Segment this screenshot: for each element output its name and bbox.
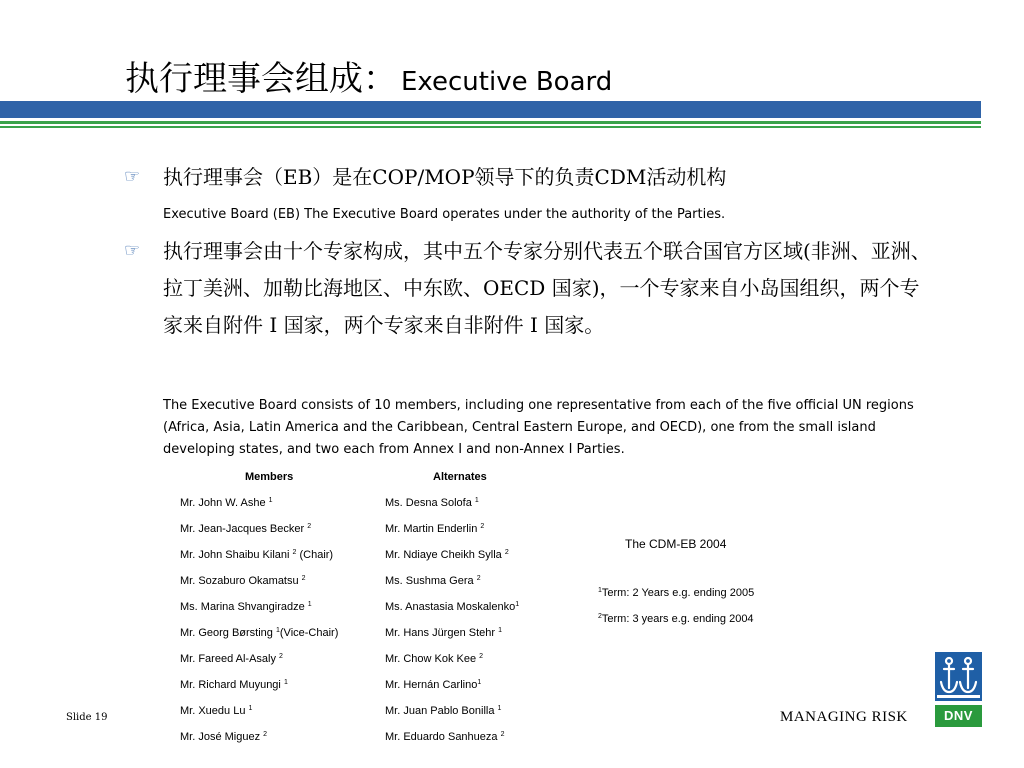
alternate-name: Mr. Ndiaye Cheikh Sylla $^2$ [385,549,509,561]
term-note-1: $^1$Term: 2 Years e.g. ending 2005 [598,587,755,599]
member-name: Ms. Marina Shvangiradze $^1$ [180,601,312,613]
slide-title-en: Executive Board [401,67,613,97]
member-name: Mr. Jean-Jacques Becker $^2$ [180,523,312,535]
bullet-1-en: Executive Board (EB) The Executive Board operates under the authority of the Parties. [163,207,726,222]
alternate-name: Ms. Desna Solofa $^1$ [385,497,479,509]
alternate-name: Mr. Hernán Carlino$^1$ [385,679,482,691]
header-green-bar [0,126,981,128]
pointing-hand-icon: ☞ [124,166,141,187]
caption: The CDM-EB 2004 [625,537,727,551]
member-name: Mr. José Miguez $^2$ [180,731,268,743]
member-name: Mr. Fareed Al-Asaly $^2$ [180,653,283,665]
member-name: Mr. John Shaibu Kilani $^2$ (Chair) [180,549,334,561]
member-name: Mr. Xuedu Lu $^1$ [180,705,253,717]
bullet-2-en: The Executive Board consists of 10 members, including one representative from each of the five official UN regions (Africa, Asia, Latin America and the Caribbean, Central Eastern Europe, and OECD), one from the small island developing states, and two each from Annex I and non-Annex I Parties. [163,398,914,457]
header-blue-bar [0,101,981,118]
members-header: Members [245,471,294,483]
bullet-1-cn: 执行理事会（EB）是在COP/MOP领导下的负责CDM活动机构 [163,165,727,189]
alternate-name: Mr. Hans Jürgen Stehr $^1$ [385,627,503,639]
slide-title-cn: 执行理事会组成： [125,59,397,99]
tagline: MANAGING RISK [780,709,908,725]
pointing-hand-icon: ☞ [124,240,141,261]
member-name: Mr. Sozaburo Okamatsu $^2$ [180,575,306,587]
term-note-2: $^2$Term: 3 years e.g. ending 2004 [598,613,754,625]
dnv-logo-text: DNV [935,705,982,727]
slide-number: Slide 19 [66,712,108,723]
member-name: Mr. John W. Ashe $^1$ [180,497,273,509]
alternates-header: Alternates [433,471,487,483]
bullet-2-cn: 执行理事会由十个专家构成，其中五个专家分别代表五个联合国官方区域(非洲、亚洲、拉丁美洲、加勒比海地区、中东欧、OECD 国家)，一个专家来自小岛国组织，两个专家来自附件 I 国家，两个专家来自非附件 I 国家。 [163,239,931,337]
alternate-name: Ms. Anastasia Moskalenko$^1$ [385,601,520,613]
member-name: Mr. Georg Børsting $^1$(Vice-Chair) [180,627,339,639]
alternate-name: Mr. Juan Pablo Bonilla $^1$ [385,705,502,717]
dnv-logo-icon [935,652,982,701]
alternate-name: Mr. Martin Enderlin $^2$ [385,523,485,535]
alternate-name: Mr. Eduardo Sanhueza $^2$ [385,731,505,743]
slide-title [125,59,613,99]
alternate-name: Mr. Chow Kok Kee $^2$ [385,653,484,665]
anchor-icon [935,652,982,701]
member-name: Mr. Richard Muyungi $^1$ [180,679,288,691]
alternate-name: Ms. Sushma Gera $^2$ [385,575,481,587]
